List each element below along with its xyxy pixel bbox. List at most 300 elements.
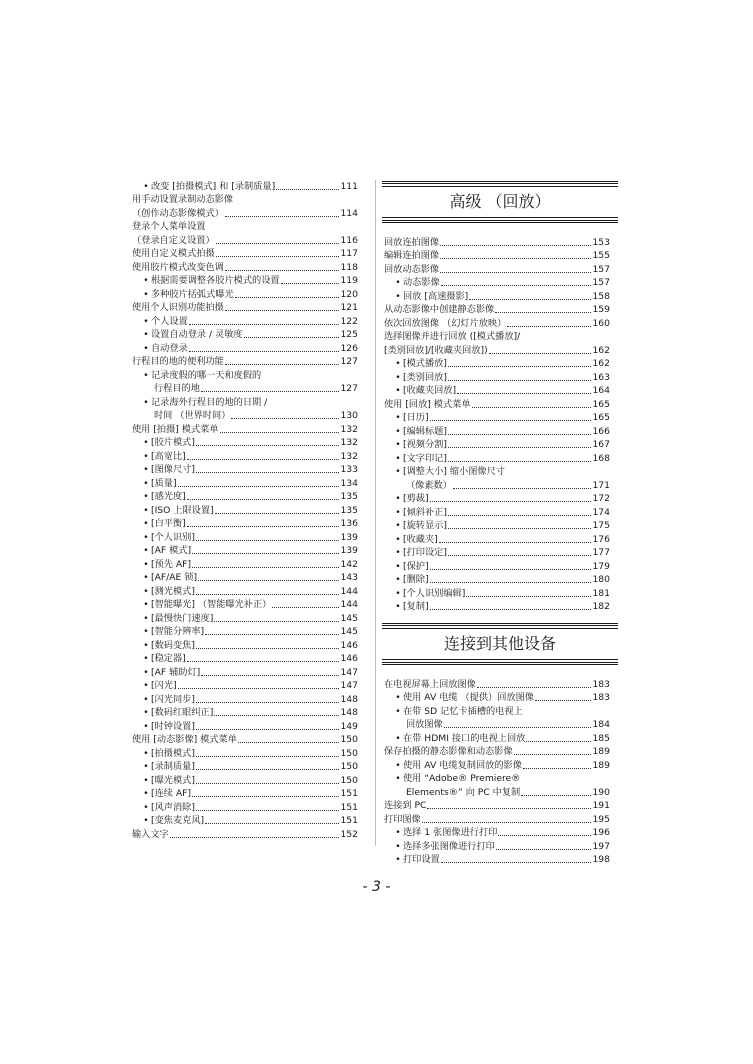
- dot-leader: [196, 445, 340, 446]
- bullet-icon: •: [143, 666, 149, 678]
- dot-leader: [196, 810, 340, 811]
- toc-entry-page: 142: [340, 558, 358, 570]
- dot-leader: [178, 486, 340, 487]
- dot-leader: [430, 582, 592, 583]
- toc-entry[interactable]: [132, 598, 358, 612]
- toc-entry[interactable]: [384, 465, 610, 479]
- dot-leader: [198, 580, 339, 581]
- dot-leader: [444, 727, 592, 728]
- toc-entry[interactable]: [132, 233, 358, 247]
- bullet-icon: •: [143, 788, 149, 799]
- dot-leader: [205, 823, 339, 824]
- toc-entry-page: 144: [340, 599, 358, 610]
- toc-entry[interactable]: [384, 505, 610, 519]
- dot-leader: [201, 675, 339, 676]
- bullet-icon: •: [395, 439, 401, 450]
- toc-entry[interactable]: [384, 316, 610, 330]
- toc-entry[interactable]: [132, 314, 358, 328]
- toc-entry[interactable]: [384, 704, 610, 718]
- toc-entry-label: [141, 747, 195, 760]
- dot-leader: [441, 862, 592, 863]
- dot-leader: [192, 567, 339, 568]
- toc-entry[interactable]: [384, 785, 610, 799]
- toc-entry-text: 打印图像: [384, 813, 421, 825]
- section-title-playback: 高级 （回放）: [382, 186, 618, 218]
- toc-entry-text: [模式播放]: [403, 358, 447, 369]
- toc-entry[interactable]: [384, 772, 610, 786]
- toc-entry-text: 动态影像: [403, 277, 440, 288]
- bullet-icon: •: [395, 773, 401, 784]
- toc-entry-text: [视频分割]: [403, 439, 447, 450]
- toc-entry-text: 回放图像: [406, 719, 443, 730]
- toc-entry[interactable]: [132, 179, 358, 193]
- toc-entry[interactable]: [132, 638, 358, 652]
- toc-entry[interactable]: [384, 853, 610, 867]
- toc-entry[interactable]: [384, 691, 610, 705]
- connect-toc-list: [384, 677, 610, 866]
- toc-entry[interactable]: [384, 424, 610, 438]
- toc-entry[interactable]: [132, 544, 358, 558]
- toc-entry[interactable]: [132, 341, 358, 355]
- toc-entry-page: 130: [340, 410, 358, 421]
- toc-entry-label: [384, 745, 513, 758]
- toc-entry-label: [141, 639, 195, 652]
- toc-entry[interactable]: [132, 571, 358, 585]
- toc-entry-text: 打印设置: [403, 854, 440, 865]
- toc-entry-label: [141, 274, 280, 287]
- toc-entry-text: 回放连拍图像: [384, 236, 440, 248]
- toc-entry[interactable]: [384, 330, 610, 344]
- toc-entry-text: [收藏夹回放]: [403, 385, 457, 396]
- toc-entry[interactable]: [132, 260, 358, 274]
- toc-entry[interactable]: [384, 397, 610, 411]
- toc-entry-text: [最慢快门速度]: [151, 612, 214, 624]
- toc-entry-label: [132, 355, 224, 368]
- toc-entry[interactable]: [384, 384, 610, 398]
- toc-entry-page: 151: [340, 788, 358, 799]
- toc-entry-text: 回放动态影像: [384, 263, 440, 275]
- toc-entry[interactable]: [384, 519, 610, 533]
- toc-entry-label: [384, 799, 426, 812]
- toc-entry-page: 135: [340, 491, 358, 502]
- toc-entry-label: [384, 678, 476, 691]
- bullet-icon: •: [395, 452, 401, 464]
- toc-entry[interactable]: [384, 745, 610, 759]
- toc-entry-page: 151: [340, 801, 358, 813]
- dot-leader: [192, 553, 339, 554]
- toc-entry[interactable]: [384, 289, 610, 303]
- toc-entry-page: 158: [592, 290, 610, 302]
- toc-entry-label: [393, 772, 520, 785]
- toc-entry[interactable]: [384, 573, 610, 587]
- toc-entry-text: [类别回放]: [403, 371, 447, 383]
- toc-entry[interactable]: [132, 800, 358, 814]
- toc-entry-label: [393, 840, 495, 853]
- bullet-icon: •: [143, 558, 149, 570]
- dot-leader: [496, 849, 592, 850]
- toc-entry[interactable]: [384, 303, 610, 317]
- dot-leader: [187, 499, 340, 500]
- toc-entry-page: 120: [340, 288, 358, 300]
- toc-entry-text: 在带 HDMI 接口的电视上回放: [403, 732, 526, 744]
- toc-entry[interactable]: [384, 586, 610, 600]
- toc-entry-label: [393, 826, 497, 839]
- toc-entry-text: [质量]: [151, 477, 177, 489]
- toc-entry[interactable]: [132, 584, 358, 598]
- dot-leader: [216, 243, 340, 244]
- toc-entry-page: 159: [592, 304, 610, 315]
- dot-leader: [225, 364, 340, 365]
- dot-leader: [281, 283, 340, 284]
- toc-entry[interactable]: [384, 799, 610, 813]
- toc-entry-text: （像素数）: [406, 479, 452, 491]
- toc-entry[interactable]: [132, 247, 358, 261]
- toc-entry-text: 自动登录: [151, 342, 188, 354]
- dot-leader: [244, 337, 340, 338]
- toc-entry-text: 连接到 PC: [384, 800, 427, 811]
- dot-leader: [196, 472, 340, 473]
- toc-entry[interactable]: [132, 382, 358, 396]
- toc-entry[interactable]: [384, 478, 610, 492]
- toc-entry[interactable]: [384, 492, 610, 506]
- toc-entry-label: [141, 450, 186, 463]
- toc-entry-text: 记录度假的哪一天和度假的: [151, 369, 262, 381]
- toc-entry-text: 使用 [拍摄] 模式菜单: [132, 423, 219, 435]
- toc-entry-text: 使用个人识别功能拍摄: [132, 302, 224, 313]
- toc-entry[interactable]: [384, 731, 610, 745]
- dot-leader: [170, 837, 340, 838]
- toc-entry-page: 127: [340, 383, 358, 394]
- toc-entry-text: [录制质量]: [151, 761, 195, 772]
- toc-entry-page: 190: [592, 786, 610, 798]
- toc-entry-label: [393, 587, 465, 600]
- toc-entry-label: [141, 477, 177, 490]
- toc-entry[interactable]: [132, 436, 358, 450]
- toc-entry-page: 114: [340, 207, 358, 219]
- toc-entry-text: 使用 AV 电缆 （提供）回放图像: [403, 692, 534, 703]
- toc-entry[interactable]: [132, 719, 358, 733]
- toc-entry[interactable]: [132, 530, 358, 544]
- toc-entry-page: 189: [592, 746, 610, 757]
- toc-entry-text: 用手动设置录制动态影像: [132, 194, 234, 205]
- bullet-icon: •: [395, 520, 401, 531]
- toc-entry-label: [141, 787, 191, 800]
- toc-entry-text: [个人识别]: [151, 531, 195, 543]
- toc-entry[interactable]: [384, 262, 610, 276]
- toc-entry-text: [调整大小] 缩小图像尺寸: [403, 466, 505, 477]
- toc-entry-page: 155: [592, 250, 610, 261]
- toc-entry-text: 多种胶片括弧式曝光: [151, 288, 234, 300]
- toc-entry[interactable]: [132, 760, 358, 774]
- toc-entry-text: 输入文字: [132, 828, 169, 840]
- toc-entry-label: [141, 679, 177, 692]
- toc-entry[interactable]: [384, 235, 610, 249]
- toc-entry-text: 保存拍摄的静态影像和动态影像: [384, 746, 513, 757]
- toc-entry[interactable]: [132, 503, 358, 517]
- toc-entry-page: 125: [340, 329, 358, 340]
- toc-entry-text: 选择图像并进行回放 ([模式播放]/: [384, 331, 521, 342]
- toc-entry[interactable]: [132, 557, 358, 571]
- toc-entry-page: 176: [592, 533, 610, 545]
- toc-entry-page: 146: [340, 653, 358, 664]
- toc-entry[interactable]: [132, 827, 358, 841]
- toc-entry-text: 登录个人菜单设置: [132, 221, 206, 232]
- toc-entry-text: Elements®” 向 PC 中复制: [406, 786, 521, 798]
- dot-leader: [215, 513, 340, 514]
- toc-entry-label: [141, 801, 195, 814]
- toc-entry[interactable]: [132, 679, 358, 693]
- toc-entry[interactable]: [132, 490, 358, 504]
- toc-entry-text: [连续 AF]: [151, 788, 192, 799]
- column-divider: [375, 180, 376, 846]
- toc-entry[interactable]: [132, 422, 358, 436]
- bullet-icon: •: [143, 774, 149, 786]
- toc-entry-text: [智能分辨率]: [151, 626, 205, 637]
- toc-entry[interactable]: [384, 451, 610, 465]
- toc-entry-label: [132, 423, 219, 436]
- toc-entry[interactable]: [384, 559, 610, 573]
- dot-leader: [440, 258, 591, 259]
- toc-entry[interactable]: [132, 368, 358, 382]
- toc-entry[interactable]: [384, 600, 610, 614]
- toc-entry[interactable]: [384, 249, 610, 263]
- dot-leader: [276, 189, 339, 190]
- toc-entry-page: 180: [592, 574, 610, 585]
- toc-entry-text: 改变 [拍摄模式] 和 [录制质量]: [151, 180, 276, 192]
- bullet-icon: •: [395, 533, 401, 545]
- toc-entry[interactable]: [384, 532, 610, 546]
- bullet-icon: •: [143, 680, 149, 691]
- toc-entry-text: [高宽比]: [151, 450, 186, 462]
- dot-leader: [448, 515, 592, 516]
- toc-entry-page: 183: [592, 692, 610, 703]
- toc-entry[interactable]: [132, 274, 358, 288]
- toc-entry[interactable]: [132, 625, 358, 639]
- dot-leader: [225, 216, 340, 217]
- bullet-icon: •: [395, 412, 401, 423]
- toc-entry-label: [132, 207, 224, 220]
- toc-entry[interactable]: [132, 220, 358, 234]
- bullet-icon: •: [143, 518, 149, 529]
- toc-entry-text: [图像尺寸]: [151, 464, 195, 475]
- toc-entry[interactable]: [132, 206, 358, 220]
- toc-entry-label: [393, 600, 429, 613]
- toc-entry[interactable]: [132, 328, 358, 342]
- toc-entry[interactable]: [132, 787, 358, 801]
- bullet-icon: •: [395, 692, 401, 703]
- toc-entry-page: 135: [340, 504, 358, 516]
- toc-entry[interactable]: [384, 758, 610, 772]
- toc-entry-label: [393, 357, 447, 370]
- toc-entry[interactable]: [132, 692, 358, 706]
- dot-leader: [430, 501, 592, 502]
- bullet-icon: •: [143, 275, 149, 286]
- toc-entry[interactable]: [384, 370, 610, 384]
- toc-entry-page: 166: [592, 425, 610, 437]
- toc-entry-page: 145: [340, 612, 358, 624]
- toc-entry[interactable]: [132, 706, 358, 720]
- toc-entry[interactable]: [132, 733, 358, 747]
- toc-entry[interactable]: [132, 665, 358, 679]
- dot-leader: [196, 540, 340, 541]
- toc-entry-text: 行程目的地: [154, 383, 200, 394]
- dot-leader: [448, 366, 592, 367]
- toc-entry[interactable]: [132, 611, 358, 625]
- toc-entry-page: 117: [340, 248, 358, 259]
- dot-leader: [514, 754, 592, 755]
- section-header-connect: [382, 623, 618, 665]
- bullet-icon: •: [395, 506, 401, 518]
- toc-entry[interactable]: [384, 343, 610, 357]
- dot-leader: [440, 272, 591, 273]
- toc-entry-text: 时间 （世界时间）: [154, 410, 231, 421]
- toc-entry-text: 回放 [高速摄影]: [403, 290, 469, 302]
- toc-entry-label: [154, 409, 230, 422]
- dot-leader: [272, 607, 339, 608]
- toc-entry-label: [384, 263, 439, 276]
- dot-leader: [472, 407, 592, 408]
- dot-leader: [216, 256, 340, 257]
- toc-entry[interactable]: [132, 773, 358, 787]
- toc-entry-text: [收藏夹]: [403, 533, 438, 545]
- dot-leader: [448, 434, 592, 435]
- toc-entry-text: [数码红眼纠正]: [151, 707, 214, 718]
- toc-entry-label: [393, 691, 534, 704]
- toc-entry-text: [日历]: [403, 412, 429, 423]
- toc-entry[interactable]: [384, 411, 610, 425]
- toc-entry[interactable]: [132, 517, 358, 531]
- bullet-icon: •: [143, 396, 149, 408]
- toc-entry-label: [393, 519, 447, 532]
- toc-entry[interactable]: [132, 746, 358, 760]
- toc-entry[interactable]: [132, 355, 358, 369]
- toc-entry-label: [132, 301, 224, 314]
- dot-leader: [466, 596, 591, 597]
- toc-entry[interactable]: [132, 287, 358, 301]
- toc-entry-label: [393, 492, 429, 505]
- toc-entry-page: 151: [340, 815, 358, 826]
- toc-entry-text: 使用 [动态影像] 模式菜单: [132, 734, 237, 745]
- toc-entry[interactable]: [384, 546, 610, 560]
- toc-entry-label: [141, 720, 195, 733]
- toc-entry-text: 在带 SD 记忆卡插槽的电视上: [403, 705, 523, 717]
- dot-leader: [196, 769, 340, 770]
- toc-entry-text: [感光度]: [151, 491, 186, 502]
- dot-leader: [453, 488, 592, 489]
- toc-entry-label: [141, 558, 191, 571]
- toc-entry-label: [141, 396, 267, 409]
- dot-leader: [187, 661, 340, 662]
- toc-entry[interactable]: [132, 301, 358, 315]
- toc-entry-text: [文字印记]: [403, 452, 447, 464]
- dot-leader: [178, 688, 340, 689]
- toc-entry[interactable]: [384, 839, 610, 853]
- toc-entry[interactable]: [132, 395, 358, 409]
- toc-entry-label: [141, 436, 195, 449]
- toc-entry-page: 126: [340, 342, 358, 354]
- bullet-icon: •: [143, 761, 149, 772]
- toc-entry-label: [384, 398, 471, 411]
- toc-entry-label: [393, 276, 440, 289]
- toc-entry-label: [384, 249, 439, 262]
- toc-entry-label: [141, 814, 204, 827]
- bullet-icon: •: [395, 466, 401, 477]
- toc-entry-label: [141, 544, 191, 557]
- toc-entry[interactable]: [132, 814, 358, 828]
- toc-entry-page: 119: [340, 275, 358, 286]
- toc-entry[interactable]: [384, 438, 610, 452]
- toc-entry-page: 181: [592, 587, 610, 599]
- bullet-icon: •: [143, 626, 149, 637]
- toc-entry-text: [曝光模式]: [151, 774, 195, 786]
- bullet-icon: •: [395, 854, 401, 865]
- bullet-icon: •: [395, 560, 401, 572]
- toc-entry[interactable]: [132, 409, 358, 423]
- toc-entry-page: 162: [592, 358, 610, 369]
- dot-leader: [448, 528, 592, 529]
- bullet-icon: •: [143, 612, 149, 624]
- toc-entry-label: [141, 463, 195, 476]
- toc-entry[interactable]: [384, 718, 610, 732]
- toc-entry-text: [ISO 上限设置]: [151, 504, 214, 516]
- bullet-icon: •: [143, 342, 149, 354]
- toc-entry-label: [393, 560, 429, 573]
- toc-entry[interactable]: [384, 826, 610, 840]
- toc-entry-text: 行程目的地的便利功能: [132, 356, 224, 367]
- toc-entry[interactable]: [384, 677, 610, 691]
- bullet-icon: •: [395, 425, 401, 437]
- dot-leader: [225, 270, 340, 271]
- toc-entry-page: 183: [592, 678, 610, 690]
- dot-leader: [441, 285, 592, 286]
- toc-entry-text: [类别回放]/[收藏夹回放]): [384, 344, 488, 356]
- dot-leader: [201, 391, 340, 392]
- toc-entry-label: [141, 490, 186, 503]
- toc-entry-label: [141, 666, 200, 679]
- toc-entry[interactable]: [132, 463, 358, 477]
- dot-leader: [196, 702, 340, 703]
- toc-entry-page: 132: [340, 423, 358, 435]
- toc-entry-page: 177: [592, 547, 610, 558]
- bullet-icon: •: [143, 707, 149, 718]
- toc-entry[interactable]: [384, 357, 610, 371]
- dot-leader: [187, 459, 340, 460]
- bullet-icon: •: [143, 585, 149, 597]
- toc-entry[interactable]: [384, 812, 610, 826]
- dot-leader: [489, 353, 592, 354]
- toc-entry-text: [编辑标题]: [403, 425, 447, 437]
- dot-leader: [187, 526, 340, 527]
- toc-entry[interactable]: [132, 449, 358, 463]
- toc-left-column: [132, 179, 358, 841]
- toc-entry[interactable]: [132, 193, 358, 207]
- toc-entry-page: 153: [592, 236, 610, 248]
- toc-entry-label: [141, 760, 195, 773]
- dot-leader: [427, 808, 591, 809]
- toc-entry-label: [393, 465, 505, 478]
- toc-entry-label: [141, 706, 213, 719]
- toc-entry-label: [141, 598, 271, 611]
- toc-entry-page: 147: [340, 680, 358, 691]
- toc-entry[interactable]: [384, 276, 610, 290]
- toc-entry[interactable]: [132, 476, 358, 490]
- bullet-icon: •: [143, 315, 149, 327]
- toc-entry-label: [384, 303, 494, 316]
- bullet-icon: •: [143, 599, 149, 610]
- toc-entry-page: 150: [340, 761, 358, 772]
- toc-entry-page: 160: [592, 317, 610, 329]
- toc-entry[interactable]: [132, 652, 358, 666]
